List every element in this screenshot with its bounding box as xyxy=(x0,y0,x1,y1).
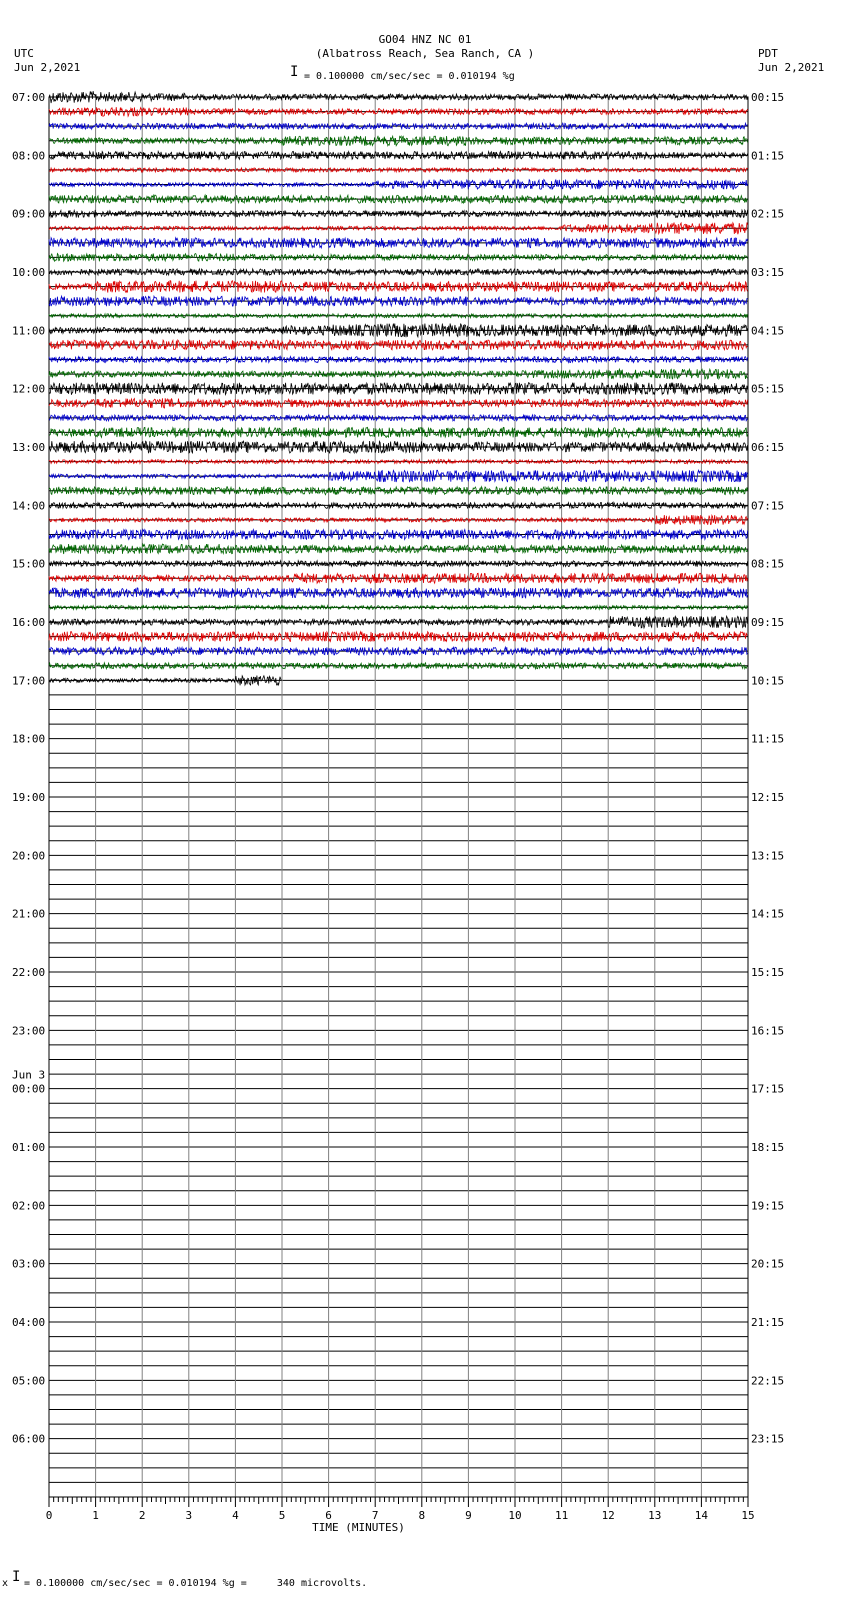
utc-hour-label: 06:00 xyxy=(12,1432,46,1446)
seismic-trace xyxy=(49,460,748,464)
x-tick-label: 15 xyxy=(741,1509,755,1522)
pdt-hour-label: 19:15 xyxy=(751,1199,785,1213)
pdt-label: PDT xyxy=(758,47,778,60)
x-tick-label: 13 xyxy=(648,1509,662,1522)
x-tick-label: 3 xyxy=(185,1509,193,1522)
x-tick-label: 4 xyxy=(232,1509,239,1522)
pdt-hour-label: 17:15 xyxy=(751,1082,785,1096)
utc-hour-label: 03:00 xyxy=(12,1257,46,1271)
pdt-hour-label: 20:15 xyxy=(751,1257,785,1271)
pdt-hour-label: 05:15 xyxy=(751,382,785,396)
x-axis-label: TIME (MINUTES) xyxy=(312,1521,405,1534)
utc-hour-label: 22:00 xyxy=(12,966,46,979)
utc-hour-label: 08:00 xyxy=(12,149,46,163)
pdt-hour-label: 08:15 xyxy=(751,557,785,571)
chart-grid xyxy=(49,97,748,1497)
utc-hour-label: 05:00 xyxy=(12,1374,46,1388)
x-tick-label: 14 xyxy=(694,1509,709,1522)
footer-scale-text: = 0.100000 cm/sec/sec = 0.010194 %g = 340 microvolts. xyxy=(24,1578,368,1589)
x-tick-label: 6 xyxy=(325,1509,332,1522)
seismic-trace xyxy=(49,195,748,203)
utc-hour-label: 17:00 xyxy=(12,674,46,688)
utc-hour-label: 09:00 xyxy=(12,207,46,221)
x-tick-label: 8 xyxy=(418,1509,426,1522)
utc-hour-label: 02:00 xyxy=(12,1199,46,1213)
pdt-hour-label: 18:15 xyxy=(751,1141,785,1154)
seismic-trace xyxy=(49,296,748,306)
utc-hour-label: 07:00 xyxy=(12,91,46,104)
utc-hour-label: 20:00 xyxy=(12,849,46,863)
x-tick-label: 1 xyxy=(92,1509,99,1522)
pdt-hour-label: 15:15 xyxy=(751,966,785,979)
utc-hour-label: 19:00 xyxy=(12,791,46,804)
utc-label: UTC xyxy=(14,47,34,60)
day-change-label: Jun 3 xyxy=(12,1068,46,1082)
utc-hour-label: 16:00 xyxy=(12,616,46,629)
scale-text: = 0.100000 cm/sec/sec = 0.010194 %g xyxy=(304,71,515,82)
pdt-hour-label: 03:15 xyxy=(751,266,785,279)
seismic-trace xyxy=(49,676,281,686)
seismic-trace xyxy=(49,340,748,350)
footer-mark: x xyxy=(2,1578,9,1589)
utc-hour-label: 21:00 xyxy=(12,907,46,921)
pdt-hour-label: 01:15 xyxy=(751,149,785,163)
pdt-hour-label: 12:15 xyxy=(751,791,785,804)
chart-title: GO04 HNZ NC 01 xyxy=(378,33,472,46)
pdt-hour-label: 23:15 xyxy=(751,1432,785,1446)
utc-hour-label: 12:00 xyxy=(12,382,46,396)
pdt-hour-label: 22:15 xyxy=(751,1374,785,1388)
scale-bar-icon: I xyxy=(290,64,299,80)
pdt-hour-label: 21:15 xyxy=(751,1316,785,1329)
utc-hour-label: 14:00 xyxy=(12,499,46,513)
x-tick-label: 5 xyxy=(278,1509,286,1522)
utc-hour-label: 01:00 xyxy=(12,1141,46,1154)
pdt-hour-label: 02:15 xyxy=(751,207,785,221)
pdt-hour-label: 04:15 xyxy=(751,324,785,338)
x-tick-label: 0 xyxy=(45,1509,53,1522)
seismic-trace xyxy=(49,561,748,567)
utc-hour-label: 18:00 xyxy=(12,732,46,746)
pdt-date: Jun 2,2021 xyxy=(758,61,825,74)
pdt-hour-label: 00:15 xyxy=(751,91,785,104)
utc-hour-label: 10:00 xyxy=(12,266,46,279)
utc-date: Jun 2,2021 xyxy=(14,61,81,74)
pdt-hour-label: 13:15 xyxy=(751,849,785,863)
x-tick-label: 11 xyxy=(554,1509,569,1522)
utc-hour-label: 23:00 xyxy=(12,1024,46,1038)
pdt-hour-label: 14:15 xyxy=(751,907,785,921)
seismic-trace xyxy=(49,269,748,275)
x-tick-label: 7 xyxy=(371,1509,379,1522)
utc-hour-label: 15:00 xyxy=(12,557,46,571)
pdt-hour-label: 06:15 xyxy=(751,441,785,454)
pdt-hour-label: 11:15 xyxy=(751,732,785,746)
x-tick-label: 12 xyxy=(601,1509,615,1522)
pdt-hour-label: 09:15 xyxy=(751,616,785,629)
seismic-trace xyxy=(49,544,748,554)
x-axis xyxy=(46,1497,755,1534)
utc-hour-label: 11:00 xyxy=(12,324,46,338)
utc-hour-label: 13:00 xyxy=(12,441,46,454)
chart-subtitle: (Albatross Reach, Sea Ranch, CA ) xyxy=(315,47,535,60)
pdt-hour-label: 10:15 xyxy=(751,674,785,688)
utc-hour-label: 04:00 xyxy=(12,1316,46,1329)
footer-scale-icon: I xyxy=(12,1569,21,1585)
pdt-hour-label: 16:15 xyxy=(751,1024,785,1038)
x-tick-label: 10 xyxy=(508,1509,522,1522)
pdt-hour-label: 07:15 xyxy=(751,499,785,513)
x-tick-label: 2 xyxy=(138,1509,146,1522)
x-tick-label: 9 xyxy=(465,1509,472,1522)
utc-hour-label: 00:00 xyxy=(12,1082,46,1096)
